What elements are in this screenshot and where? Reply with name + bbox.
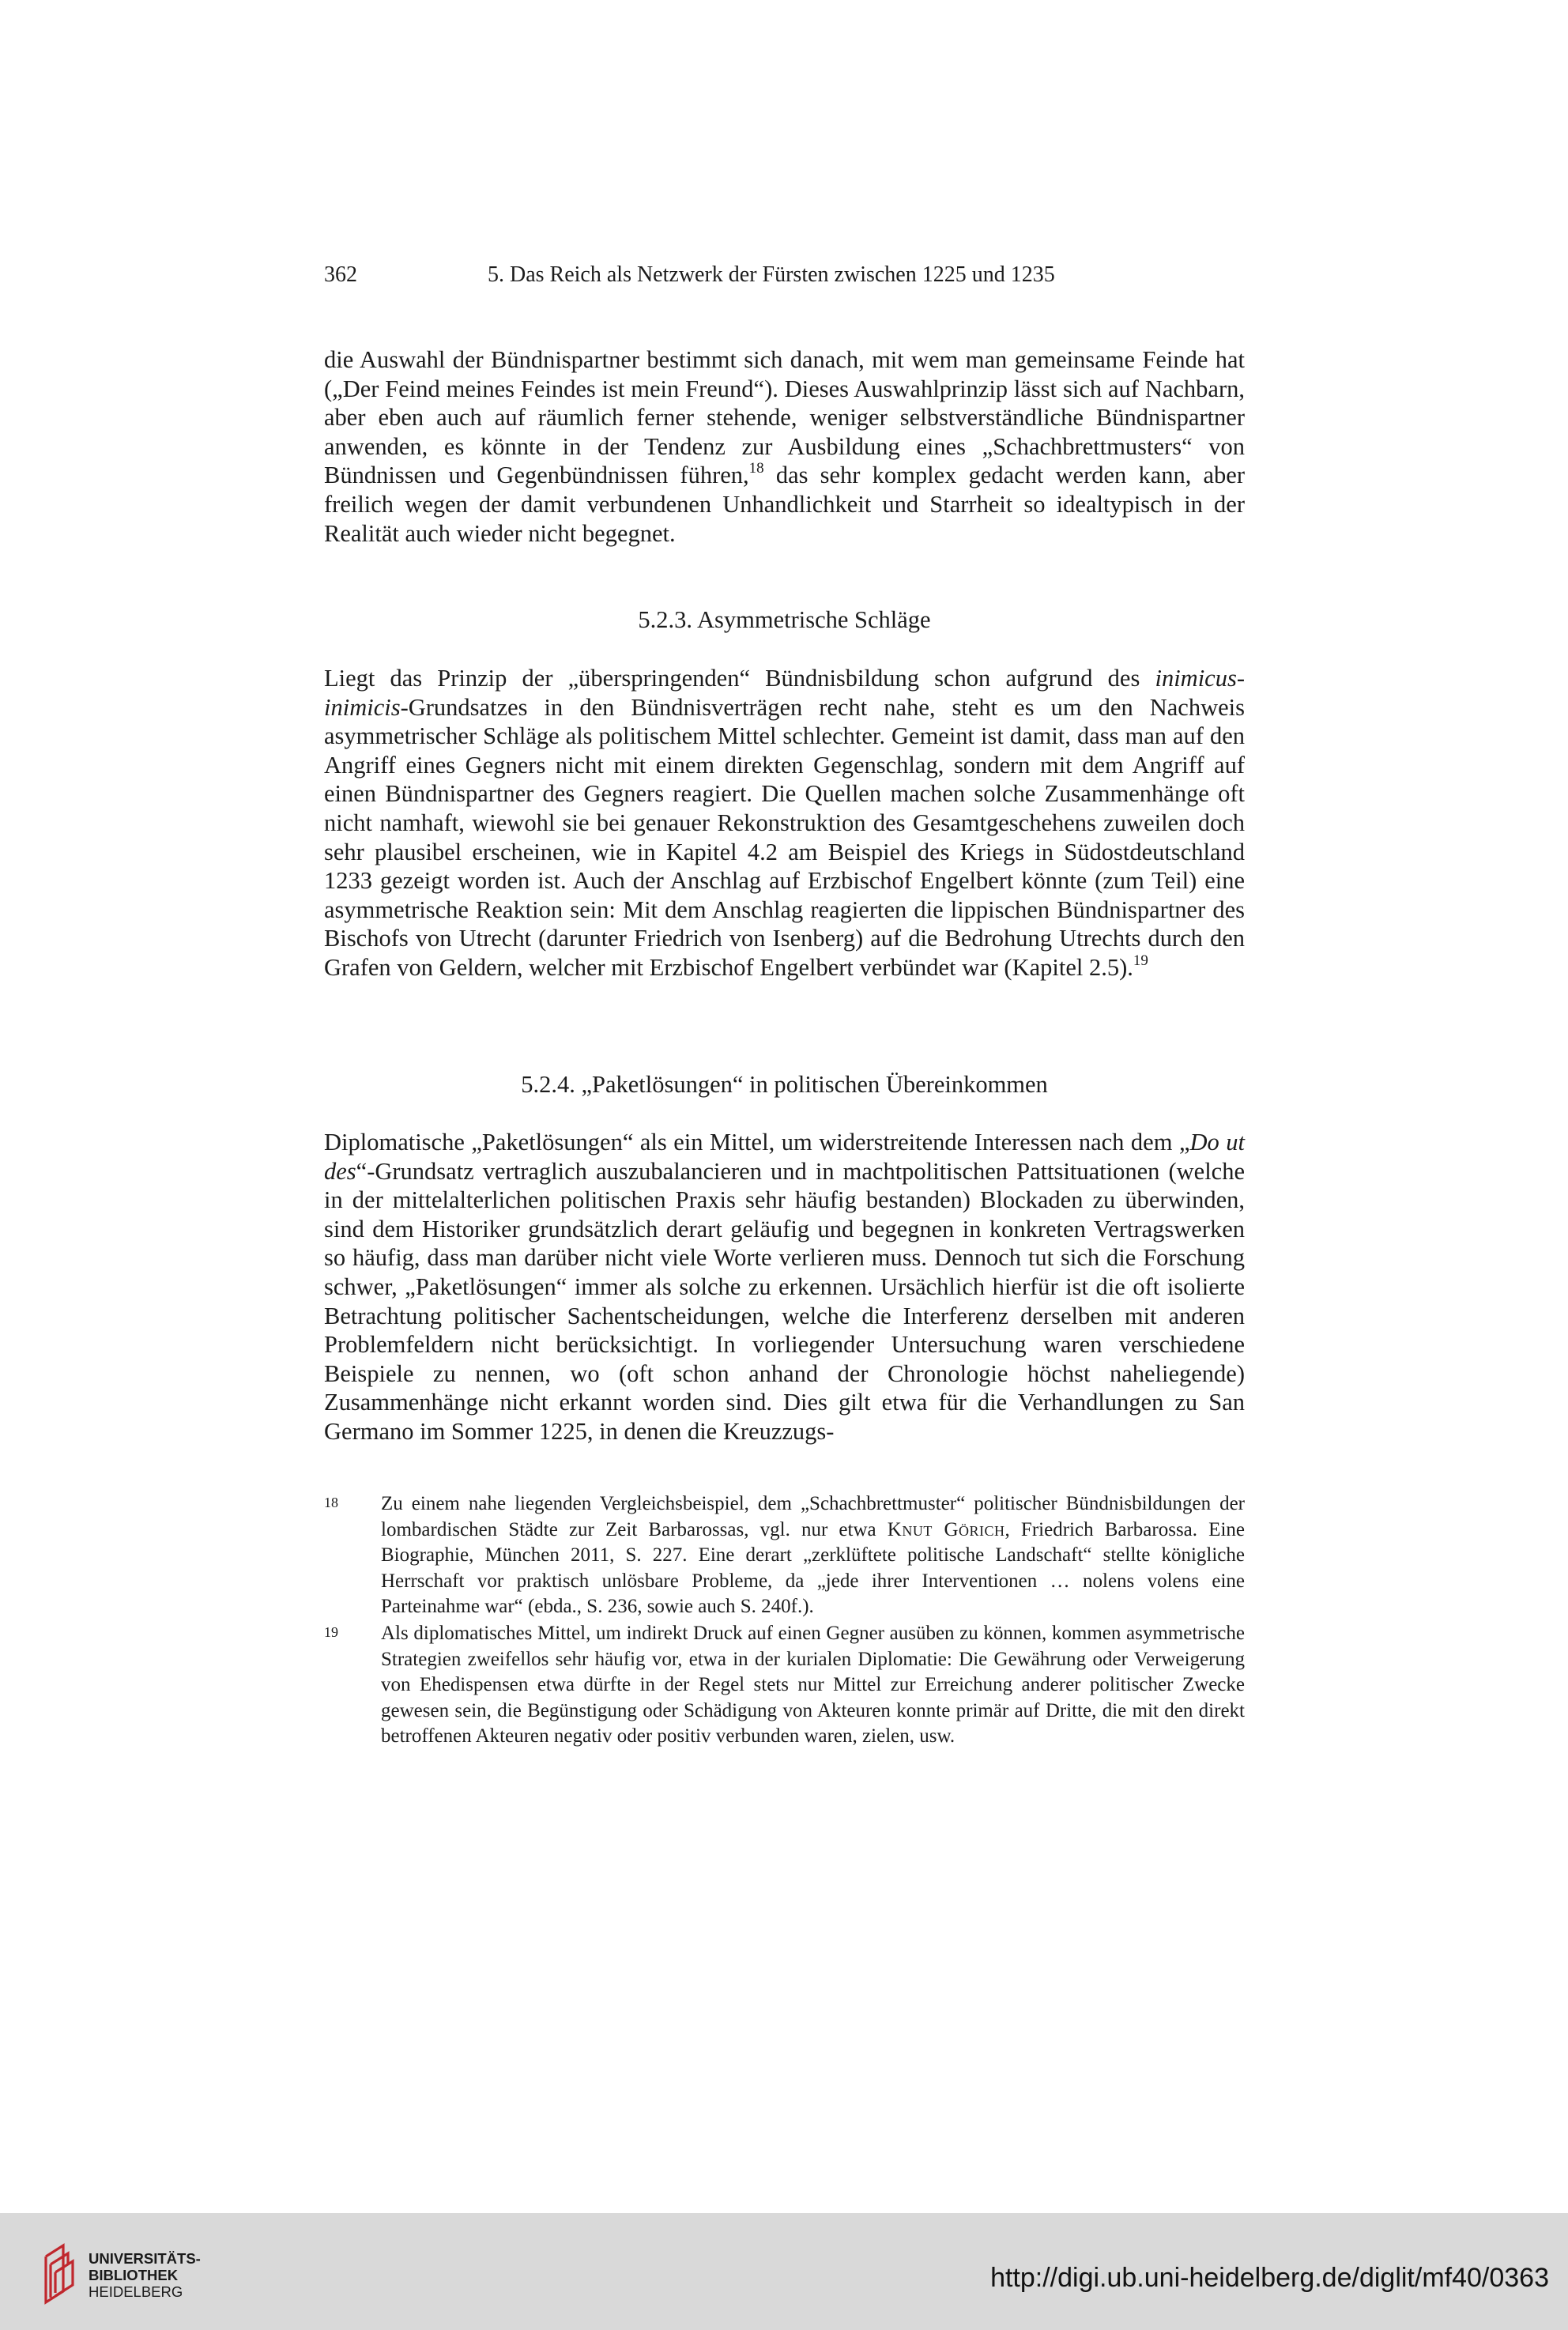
paragraph-package: [324, 1128, 1245, 1446]
footnote-ref-19[interactable]: 19: [1133, 952, 1148, 969]
footnote-text: Als diplomatisches Mittel, um indirekt Druck auf einen Gegner ausüben zu können, kommen asymmetrische Strategien zweifellos sehr häufig vor, etwa in der kurialen Diplomatie: Die Gewährung oder Verweigerung von Ehedispensen etwa dürfte in der Regel stets nur Mittel zur Erreichung anderer politischer Zwecke gewesen sein, die Begünstigung oder Schädigung von Akteuren konnte primär auf Dritte, die mit den direkt betroffenen Akteuren negativ oder positiv verbunden waren, zielen, usw.: [381, 1623, 1245, 1748]
italic-term: inimicus-inimicis: [324, 665, 1245, 721]
paragraph-text: Diplomatische „Paketlösungen“ als ein Mittel, um widerstreitende Interessen nach dem „: [324, 1129, 1190, 1156]
paragraph-text: das sehr komplex gedacht werden kann, aber freilich wegen der damit verbundenen Unhandlichkeit und Starrheit so idealtypisch in der Realität auch wieder nicht begegnet.: [324, 462, 1246, 547]
paragraph-text: -Grundsatzes in den Bündnisverträgen recht nahe, steht es um den Nachweis asymmetrischer Schläge als politischem Mittel schlechter. Gemeint ist damit, dass man auf den Angriff eines Gegners nicht mit einem direkten Gegenschlag, sondern mit dem Angriff auf einen Bündnispartner des Gegners reagiert. Die Quellen machen solche Zusammenhänge oft nicht namhaft, wiewohl sie bei genauer Rekonstruktion des Gesamtgeschehens zuweilen doch sehr plausibel erscheinen, wie in Kapitel 4.2 am Beispiel des Kriegs in Südostdeutschland 1233 gezeigt worden ist. Auch der Anschlag auf Erzbischof Engelbert könnte (zum Teil) eine asymmetrische Reaktion sein: Mit dem Anschlag reagierten die lippischen Bündnispartner des Bischofs von Utrecht (darunter Friedrich von Isenberg) auf die Bedrohung Utrechts durch den Grafen von Geldern, welcher mit Erzbischof Engelbert verbündet war (Kapitel 2.5).: [324, 693, 1245, 981]
page-number: 362: [324, 262, 357, 287]
footnote-19: [324, 1621, 1245, 1750]
paragraph-asymmetric: [324, 664, 1245, 982]
viewer-footer: [0, 2213, 1568, 2330]
library-logo-icon: [40, 2241, 87, 2307]
paragraph-text: die Auswahl der Bündnispartner bestimmt sich danach, mit wem man gemeinsame Feinde hat („Der Feind meines Feindes ist mein Freund“). Dieses Auswahlprinzip lässt sich auf Nachbarn, aber eben auch auf räumlich ferner stehende, weniger selbstverständliche Bündnispartner anwenden, es könnte in der Tendenz zur Ausbildung eines „Schachbrettmusters“ von Bündnissen und Gegenbündnissen führen,: [324, 346, 1245, 489]
footnote-ref-18[interactable]: 18: [748, 460, 764, 477]
footnote-text: Zu einem nahe liegenden Vergleichsbeispiel, dem „Schachbrettmuster“ politischer Bündnisbildungen der lombardischen Städte zur Zeit Barbarossas, vgl. nur etwa Knut Görich, Friedrich Barbarossa. Eine Biographie, München 2011, S. 227. Eine derart „zerklüftete politische Landschaft“ stellte königliche Herrschaft vor praktisch unlösbare Probleme, da „jede ihrer Interventionen … nolens volens eine Parteinahme war“ (ebda., S. 236, sowie auch S. 240f.).: [381, 1493, 1245, 1618]
footnote-18: [324, 1491, 1245, 1620]
paragraph-text: Liegt das Prinzip der „überspringenden“ Bündnisbildung schon aufgrund des: [324, 665, 1155, 692]
library-name: UNIVERSITÄTS- BIBLIOTHEK HEIDELBERG: [89, 2250, 201, 2300]
paragraph-intro: [324, 345, 1245, 548]
section-heading-5-2-3: 5.2.3. Asymmetrische Schläge: [638, 606, 931, 633]
paragraph-text: “-Grundsatz vertraglich auszubalancieren und in machtpolitischen Pattsituationen (welche in der mittelalterlichen politischen Praxis sehr häufig bestanden) Blockaden zu überwinden, sind dem Historiker grundsätzlich derart geläufig und begegnen in konkreten Vertragswerken so häufig, dass man darüber nicht viele Worte verlieren muss. Dennoch tut sich die Forschung schwer, „Paketlösungen“ immer als solche zu erkennen. Ursächlich hierfür ist die oft isolierte Betrachtung politischer Sachentscheidungen, welche die Interferenz derselben mit anderen Problemfeldern nicht berücksichtigt. In vorliegender Untersuchung waren verschiedene Beispiele zu nennen, wo (oft schon anhand der Chronologie höchst naheliegende) Zusammenhänge nicht erkannt worden sind. Dies gilt etwa für die Verhandlungen zu San Germano im Sommer 1225, in denen die Kreuzzugs-: [324, 1157, 1245, 1445]
permalink-url[interactable]: http://digi.ub.uni-heidelberg.de/diglit/mf40/0363: [990, 2263, 1549, 2293]
author-name: Knut Görich: [887, 1518, 1005, 1540]
italic-term: Do ut des: [324, 1129, 1246, 1185]
running-title: 5. Das Reich als Netzwerk der Fürsten zwischen 1225 und 1235: [488, 262, 1055, 287]
section-heading-5-2-4: 5.2.4. „Paketlösungen“ in politischen Übereinkommen: [521, 1071, 1048, 1098]
footnote-number: 18: [324, 1495, 338, 1510]
footnote-number: 19: [324, 1624, 338, 1640]
